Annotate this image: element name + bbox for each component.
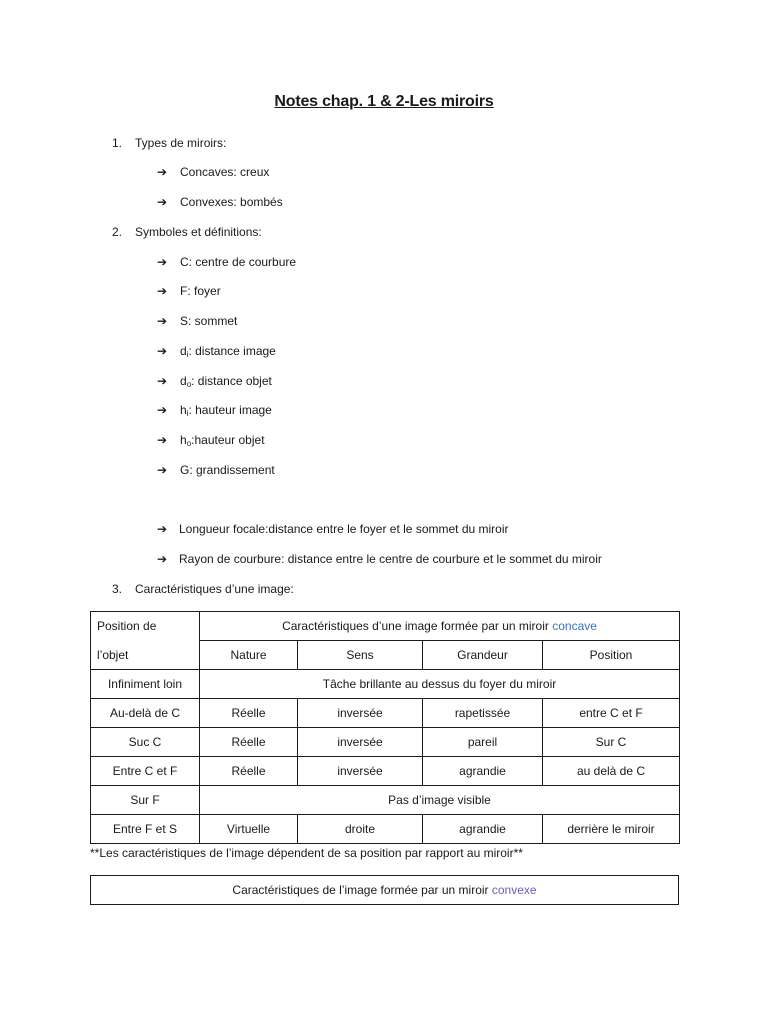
arrow-icon: ➔ bbox=[157, 552, 168, 566]
section-number: 1. bbox=[112, 136, 123, 150]
convex-characteristics-header: Caractéristiques de l’image formée par un miroir convexe bbox=[90, 875, 679, 905]
row-label: Sur F bbox=[91, 786, 200, 815]
table-caption: Caractéristiques d’une image formée par un miroir concave bbox=[200, 612, 680, 641]
table-cell: inversée bbox=[298, 728, 423, 757]
row-label: Entre C et F bbox=[91, 757, 200, 786]
column-header: Nature bbox=[200, 641, 298, 670]
symbol-text: F: foyer bbox=[180, 284, 221, 298]
row-label: Suc C bbox=[91, 728, 200, 757]
table-note: **Les caractéristiques de l’image dépendent de sa position par rapport au miroir** bbox=[90, 846, 523, 860]
column-header: Position bbox=[543, 641, 680, 670]
symbol-text: S: sommet bbox=[180, 314, 238, 328]
table-row bbox=[91, 612, 680, 641]
table-cell: Virtuelle bbox=[200, 815, 298, 844]
list-item-text: Convexes: bombés bbox=[180, 195, 283, 209]
table-row bbox=[91, 641, 680, 670]
arrow-icon: ➔ bbox=[157, 255, 168, 269]
table-row bbox=[91, 699, 680, 728]
row-label: Au-delà de C bbox=[91, 699, 200, 728]
position-header: l’objet bbox=[91, 641, 200, 670]
table-cell: Réelle bbox=[200, 699, 298, 728]
table-cell: agrandie bbox=[423, 815, 543, 844]
list-item-text: Concaves: creux bbox=[180, 165, 270, 179]
arrow-icon: ➔ bbox=[157, 433, 168, 447]
table-cell: au delà de C bbox=[543, 757, 680, 786]
definition-text: Rayon de courbure: distance entre le centre de courbure et le sommet du miroir bbox=[179, 552, 602, 566]
symbol-text: $h_i$: hauteur image bbox=[180, 403, 272, 418]
arrow-icon: ➔ bbox=[157, 403, 168, 417]
symbol-text: $h_o:hauteur$ objet bbox=[180, 433, 265, 448]
table-cell: inversée bbox=[298, 757, 423, 786]
arrow-icon: ➔ bbox=[157, 284, 168, 298]
table-cell: pareil bbox=[423, 728, 543, 757]
symbol-text: G: grandissement bbox=[180, 463, 275, 477]
arrow-icon: ➔ bbox=[157, 374, 168, 388]
table-row bbox=[91, 728, 680, 757]
symbol-text: C: centre de courbure bbox=[180, 255, 297, 269]
section-label: Caractéristiques d’une image: bbox=[135, 582, 294, 596]
table-cell: inversée bbox=[298, 699, 423, 728]
arrow-icon: ➔ bbox=[157, 165, 168, 179]
row-label: Entre F et S bbox=[91, 815, 200, 844]
table-cell: entre C et F bbox=[543, 699, 680, 728]
definition-text: Longueur focale:distance entre le foyer et le sommet du miroir bbox=[179, 522, 509, 536]
arrow-icon: ➔ bbox=[157, 463, 168, 477]
page-title: Notes chap. 1 & 2-Les miroirs bbox=[274, 93, 494, 110]
table-row bbox=[91, 757, 680, 786]
table-row bbox=[91, 786, 680, 815]
table-row bbox=[91, 815, 680, 844]
table-cell: Tâche brillante au dessus du foyer du miroir bbox=[200, 670, 680, 699]
convexe-term: convexe bbox=[491, 883, 537, 897]
column-header: Grandeur bbox=[423, 641, 543, 670]
section-label: Types de miroirs: bbox=[135, 136, 227, 150]
symbol-text: $d_o$: distance objet bbox=[180, 374, 272, 389]
concave-term: concave bbox=[552, 619, 597, 633]
arrow-icon: ➔ bbox=[157, 522, 168, 536]
row-label: Infiniment loin bbox=[91, 670, 200, 699]
table-cell: Réelle bbox=[200, 728, 298, 757]
concave-characteristics-table bbox=[90, 611, 680, 844]
section-label: Symboles et définitions: bbox=[135, 225, 262, 239]
table-cell: Sur C bbox=[543, 728, 680, 757]
section-number: 3. bbox=[112, 582, 123, 596]
table-cell: agrandie bbox=[423, 757, 543, 786]
position-header: Position de bbox=[91, 612, 200, 641]
table-cell: Réelle bbox=[200, 757, 298, 786]
arrow-icon: ➔ bbox=[157, 344, 168, 358]
column-header: Sens bbox=[298, 641, 423, 670]
arrow-icon: ➔ bbox=[157, 195, 168, 209]
table-cell: Pas d’image visible bbox=[200, 786, 680, 815]
section-number: 2. bbox=[112, 225, 123, 239]
arrow-icon: ➔ bbox=[157, 314, 168, 328]
table-cell: droite bbox=[298, 815, 423, 844]
table-cell: rapetissée bbox=[423, 699, 543, 728]
table-cell: derrière le miroir bbox=[543, 815, 680, 844]
symbol-text: $d_i$: distance image bbox=[180, 344, 276, 359]
table-row bbox=[91, 670, 680, 699]
